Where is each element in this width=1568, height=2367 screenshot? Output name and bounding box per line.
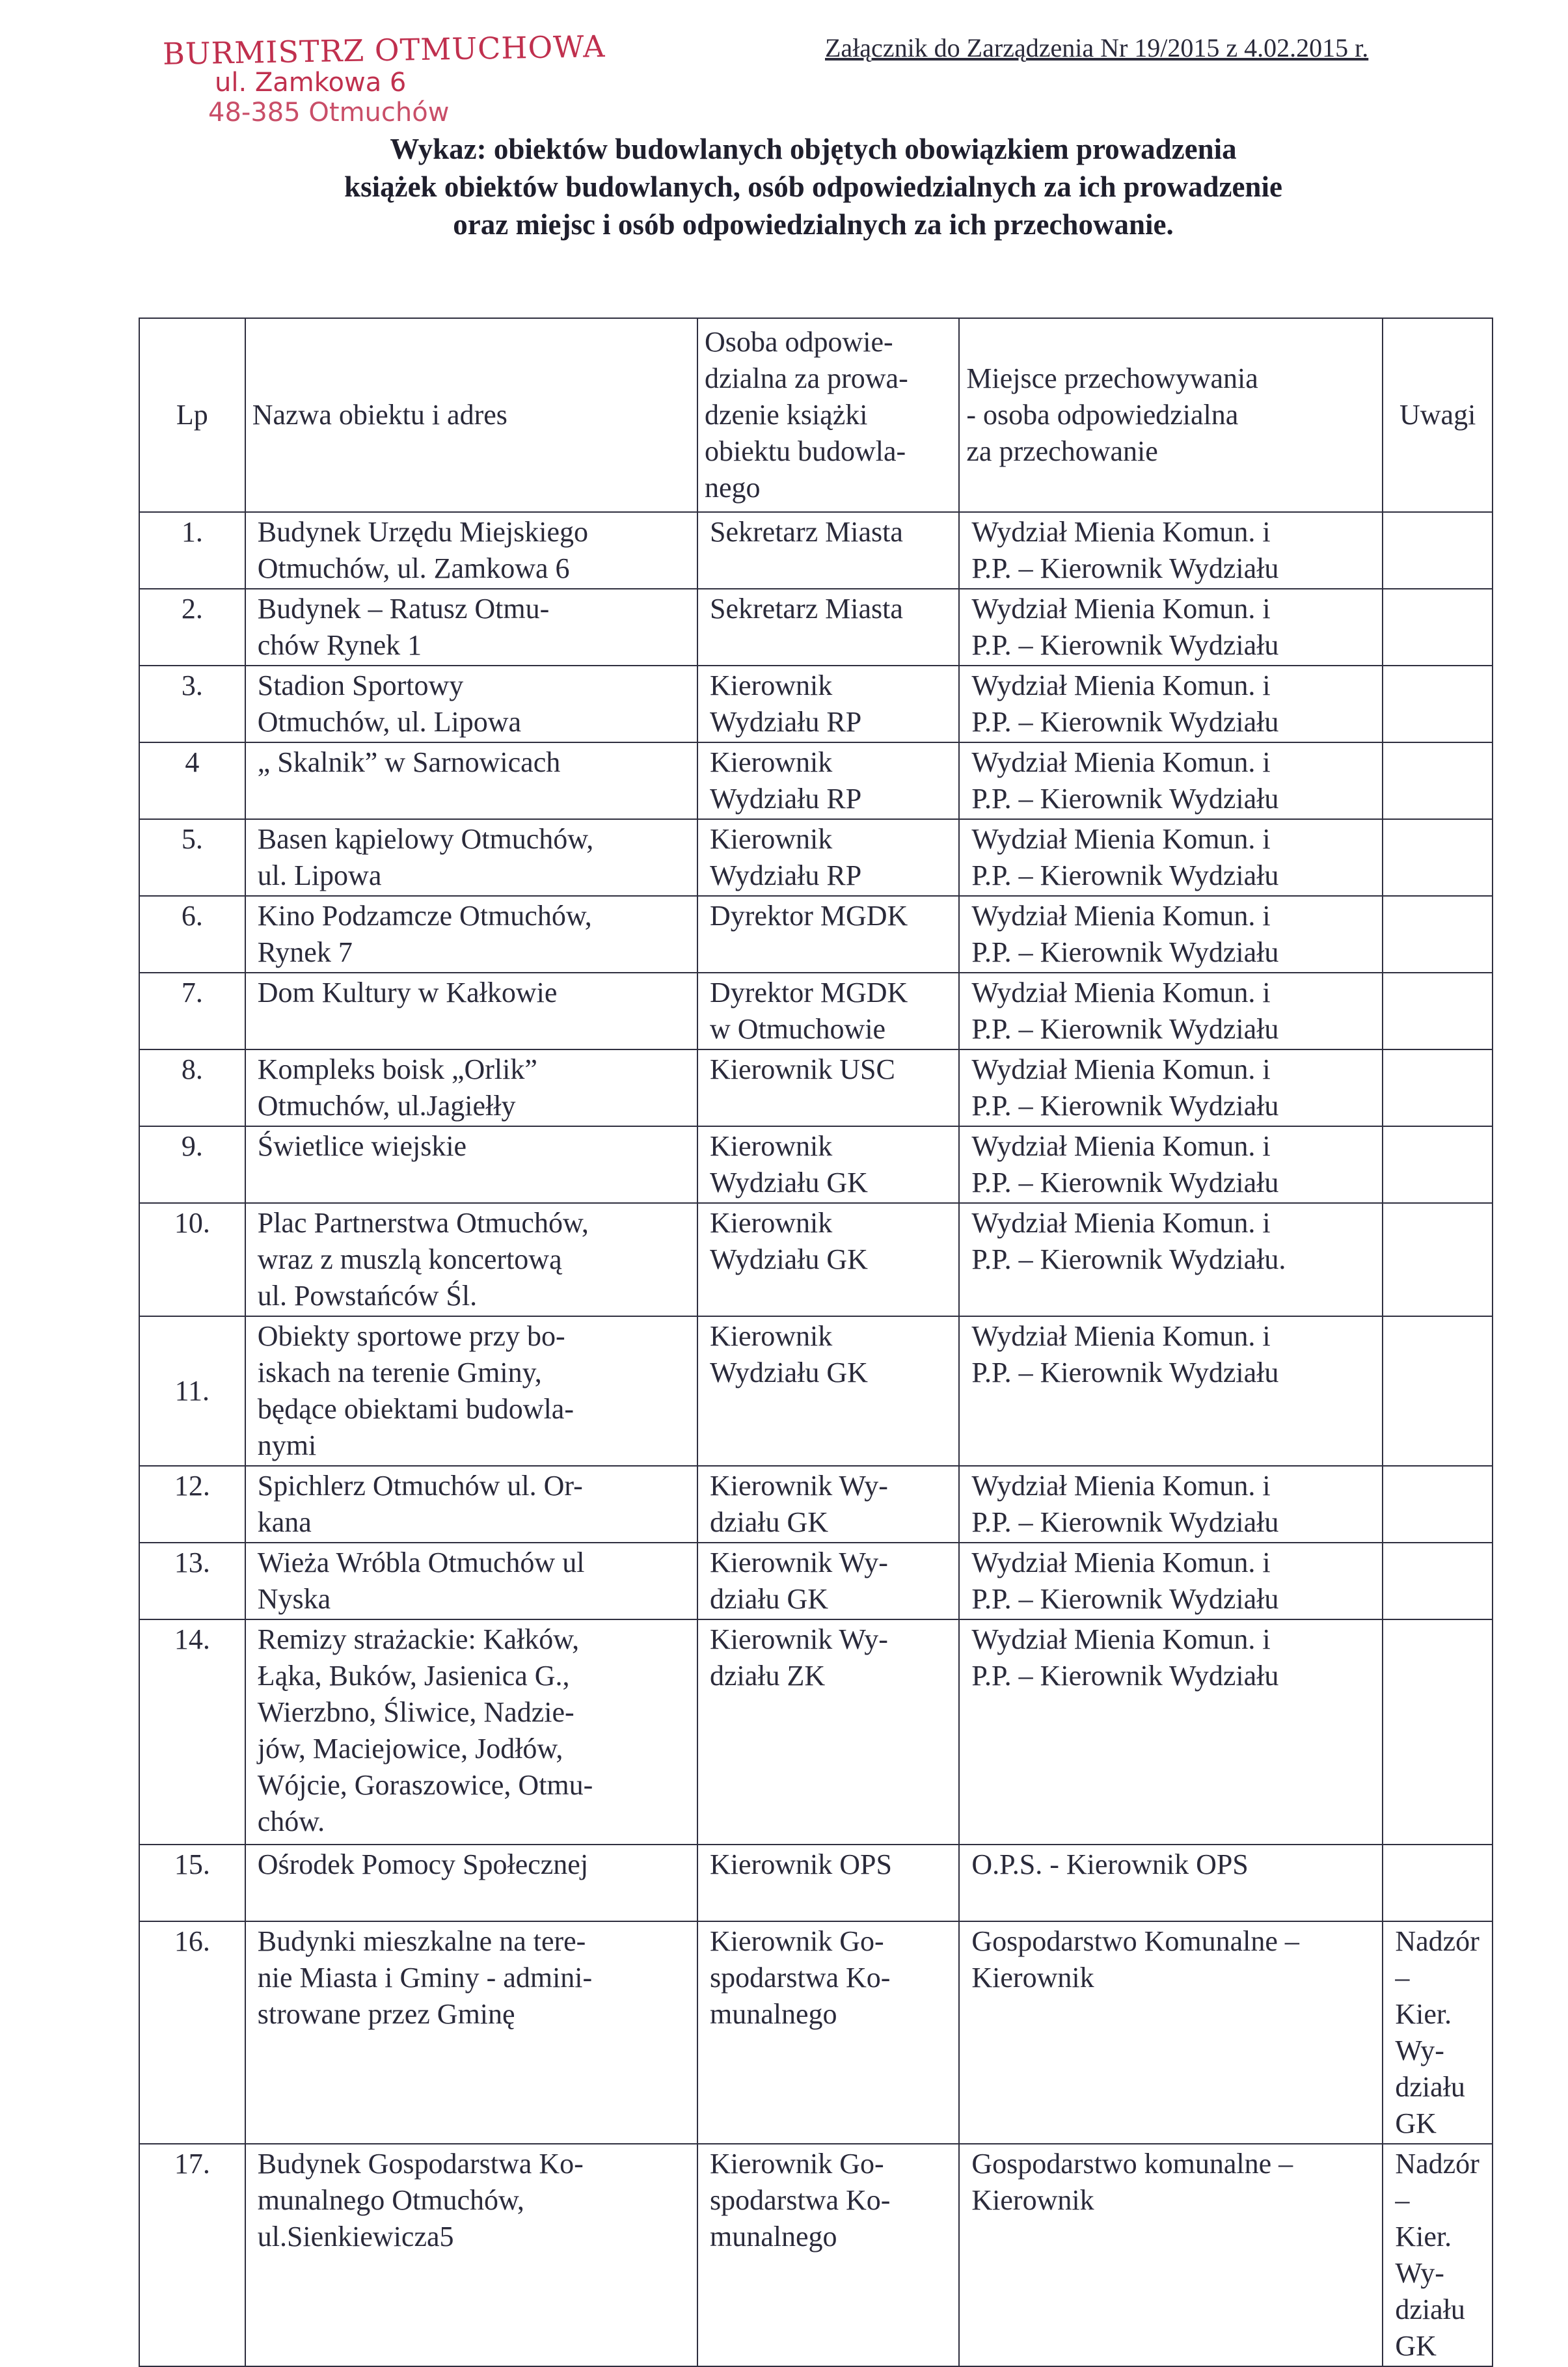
table-body [139, 512, 1493, 2366]
cell-notes [1383, 666, 1493, 742]
cell-name: Basen kąpielowy Otmuchów, ul. Lipowa [245, 819, 697, 896]
table-row [139, 1845, 1493, 1921]
cell-place: Wydział Mienia Komun. i P.P. – Kierownik Wydziału [959, 973, 1383, 1049]
cell-person: Kierownik Wy- działu GK [697, 1543, 959, 1619]
cell-place: Gospodarstwo komunalne – Kierownik [959, 2144, 1383, 2366]
cell-lp: 8. [139, 1049, 245, 1126]
table-row [139, 819, 1493, 896]
cell-notes [1383, 512, 1493, 589]
cell-name: Plac Partnerstwa Otmuchów, wraz z muszlą koncertową ul. Powstańców Śl. [245, 1203, 697, 1316]
cell-name: Dom Kultury w Kałkowie [245, 973, 697, 1049]
cell-place: Wydział Mienia Komun. i P.P. – Kierownik Wydziału [959, 742, 1383, 819]
cell-lp: 1. [139, 512, 245, 589]
cell-lp: 11. [139, 1316, 245, 1466]
cell-person: Sekretarz Miasta [697, 589, 959, 666]
cell-lp: 4 [139, 742, 245, 819]
cell-lp: 15. [139, 1845, 245, 1921]
cell-lp: 12. [139, 1466, 245, 1543]
cell-lp: 9. [139, 1126, 245, 1203]
table-row [139, 1619, 1493, 1845]
cell-place: Wydział Mienia Komun. i P.P. – Kierownik Wydziału [959, 896, 1383, 973]
table-row [139, 1316, 1493, 1466]
table-row [139, 512, 1493, 589]
cell-place: O.P.S. - Kierownik OPS [959, 1845, 1383, 1921]
cell-name: Ośrodek Pomocy Społecznej [245, 1845, 697, 1921]
header-place: Miejsce przechowywania - osoba odpowiedzialna za przechowanie [959, 318, 1383, 512]
document-heading [195, 130, 1431, 243]
cell-place: Gospodarstwo Komunalne – Kierownik [959, 1921, 1383, 2144]
cell-name: Spichlerz Otmuchów ul. Or- kana [245, 1466, 697, 1543]
cell-notes [1383, 1049, 1493, 1126]
cell-name: Budynek Urzędu Miejskiego Otmuchów, ul. Zamkowa 6 [245, 512, 697, 589]
cell-notes [1383, 1619, 1493, 1845]
cell-name: Wieża Wróbla Otmuchów ul Nyska [245, 1543, 697, 1619]
register-table [139, 318, 1493, 2367]
cell-lp: 16. [139, 1921, 245, 2144]
cell-person: Kierownik Wydziału RP [697, 666, 959, 742]
cell-person: Kierownik Wydziału GK [697, 1203, 959, 1316]
header-name: Nazwa obiektu i adres [245, 318, 697, 512]
table-row [139, 1466, 1493, 1543]
cell-notes: Nadzór – Kier. Wy- działu GK [1383, 2144, 1493, 2366]
cell-person: Kierownik Wy- działu ZK [697, 1619, 959, 1845]
cell-place: Wydział Mienia Komun. i P.P. – Kierownik Wydziału [959, 819, 1383, 896]
table-row [139, 1049, 1493, 1126]
cell-lp: 10. [139, 1203, 245, 1316]
cell-notes [1383, 742, 1493, 819]
cell-place: Wydział Mienia Komun. i P.P. – Kierownik Wydziału [959, 1316, 1383, 1466]
table-row [139, 1921, 1493, 2144]
office-stamp [162, 29, 606, 128]
header-lp: Lp [139, 318, 245, 512]
cell-name: „ Skalnik” w Sarnowicach [245, 742, 697, 819]
heading-line-2: książek obiektów budowlanych, osób odpowiedzialnych za ich prowadzenie [344, 170, 1282, 203]
cell-place: Wydział Mienia Komun. i P.P. – Kierownik Wydziału [959, 512, 1383, 589]
cell-name: Budynek Gospodarstwa Ko- munalnego Otmuchów, ul.Sienkiewicza5 [245, 2144, 697, 2366]
cell-person: Sekretarz Miasta [697, 512, 959, 589]
cell-notes [1383, 1126, 1493, 1203]
cell-name: Kino Podzamcze Otmuchów, Rynek 7 [245, 896, 697, 973]
header-person: Osoba odpowie- dzialna za prowa- dzenie książki obiektu budowla- nego [697, 318, 959, 512]
heading-line-1: Wykaz: obiektów budowlanych objętych obowiązkiem prowadzenia [390, 133, 1237, 165]
stamp-city: 48-385 Otmuchów [208, 98, 450, 128]
cell-person: Kierownik Go- spodarstwa Ko- munalnego [697, 2144, 959, 2366]
cell-notes: Nadzór – Kier. Wy- działu GK [1383, 1921, 1493, 2144]
cell-place: Wydział Mienia Komun. i P.P. – Kierownik Wydziału [959, 1619, 1383, 1845]
table-header-row [139, 318, 1493, 512]
table-row [139, 742, 1493, 819]
cell-lp: 6. [139, 896, 245, 973]
cell-notes [1383, 819, 1493, 896]
cell-notes [1383, 1466, 1493, 1543]
cell-lp: 13. [139, 1543, 245, 1619]
cell-name: Remizy strażackie: Kałków, Łąka, Buków, Jasienica G., Wierzbno, Śliwice, Nadzie- jów, Maciejowice, Jodłów, Wójcie, Goraszowice, Otmu- chów. [245, 1619, 697, 1845]
table-row [139, 589, 1493, 666]
cell-person: Dyrektor MGDK w Otmuchowie [697, 973, 959, 1049]
cell-lp: 7. [139, 973, 245, 1049]
cell-person: Kierownik USC [697, 1049, 959, 1126]
cell-name: Obiekty sportowe przy bo- iskach na terenie Gminy, będące obiektami budowla- nymi [245, 1316, 697, 1466]
cell-person: Kierownik Go- spodarstwa Ko- munalnego [697, 1921, 959, 2144]
cell-notes [1383, 973, 1493, 1049]
cell-name: Stadion Sportowy Otmuchów, ul. Lipowa [245, 666, 697, 742]
cell-lp: 17. [139, 2144, 245, 2366]
table-row [139, 666, 1493, 742]
cell-person: Kierownik Wydziału GK [697, 1316, 959, 1466]
table-row [139, 1126, 1493, 1203]
cell-person: Kierownik Wydziału GK [697, 1126, 959, 1203]
cell-notes [1383, 1845, 1493, 1921]
cell-person: Kierownik Wydziału RP [697, 742, 959, 819]
table-row [139, 896, 1493, 973]
cell-name: Kompleks boisk „Orlik” Otmuchów, ul.Jagiełły [245, 1049, 697, 1126]
table-row [139, 973, 1493, 1049]
cell-name: Budynek – Ratusz Otmu- chów Rynek 1 [245, 589, 697, 666]
cell-person: Kierownik Wy- działu GK [697, 1466, 959, 1543]
cell-notes [1383, 589, 1493, 666]
cell-person: Kierownik OPS [697, 1845, 959, 1921]
cell-name: Budynki mieszkalne na tere- nie Miasta i Gminy - admini- strowane przez Gminę [245, 1921, 697, 2144]
cell-notes [1383, 1543, 1493, 1619]
cell-place: Wydział Mienia Komun. i P.P. – Kierownik Wydziału [959, 1466, 1383, 1543]
table-row [139, 1543, 1493, 1619]
cell-place: Wydział Mienia Komun. i P.P. – Kierownik Wydziału [959, 1126, 1383, 1203]
heading-line-3: oraz miejsc i osób odpowiedzialnych za ich przechowanie. [453, 208, 1174, 241]
cell-name: Świetlice wiejskie [245, 1126, 697, 1203]
stamp-street: ul. Zamkowa 6 [215, 68, 407, 98]
cell-lp: 3. [139, 666, 245, 742]
cell-place: Wydział Mienia Komun. i P.P. – Kierownik Wydziału [959, 1049, 1383, 1126]
table-row [139, 2144, 1493, 2366]
cell-place: Wydział Mienia Komun. i P.P. – Kierownik Wydziału [959, 589, 1383, 666]
cell-notes [1383, 896, 1493, 973]
cell-place: Wydział Mienia Komun. i P.P. – Kierownik Wydziału [959, 666, 1383, 742]
annex-reference: Załącznik do Zarządzenia Nr 19/2015 z 4.02.2015 r. [825, 33, 1369, 62]
cell-lp: 2. [139, 589, 245, 666]
cell-person: Kierownik Wydziału RP [697, 819, 959, 896]
table-row [139, 1203, 1493, 1316]
cell-place: Wydział Mienia Komun. i P.P. – Kierownik Wydziału [959, 1543, 1383, 1619]
cell-notes [1383, 1316, 1493, 1466]
header-notes: Uwagi [1383, 318, 1493, 512]
cell-lp: 5. [139, 819, 245, 896]
cell-notes [1383, 1203, 1493, 1316]
cell-person: Dyrektor MGDK [697, 896, 959, 973]
cell-place: Wydział Mienia Komun. i P.P. – Kierownik Wydziału. [959, 1203, 1383, 1316]
stamp-title: BURMISTRZ OTMUCHOWA [162, 29, 606, 72]
cell-lp: 14. [139, 1619, 245, 1845]
